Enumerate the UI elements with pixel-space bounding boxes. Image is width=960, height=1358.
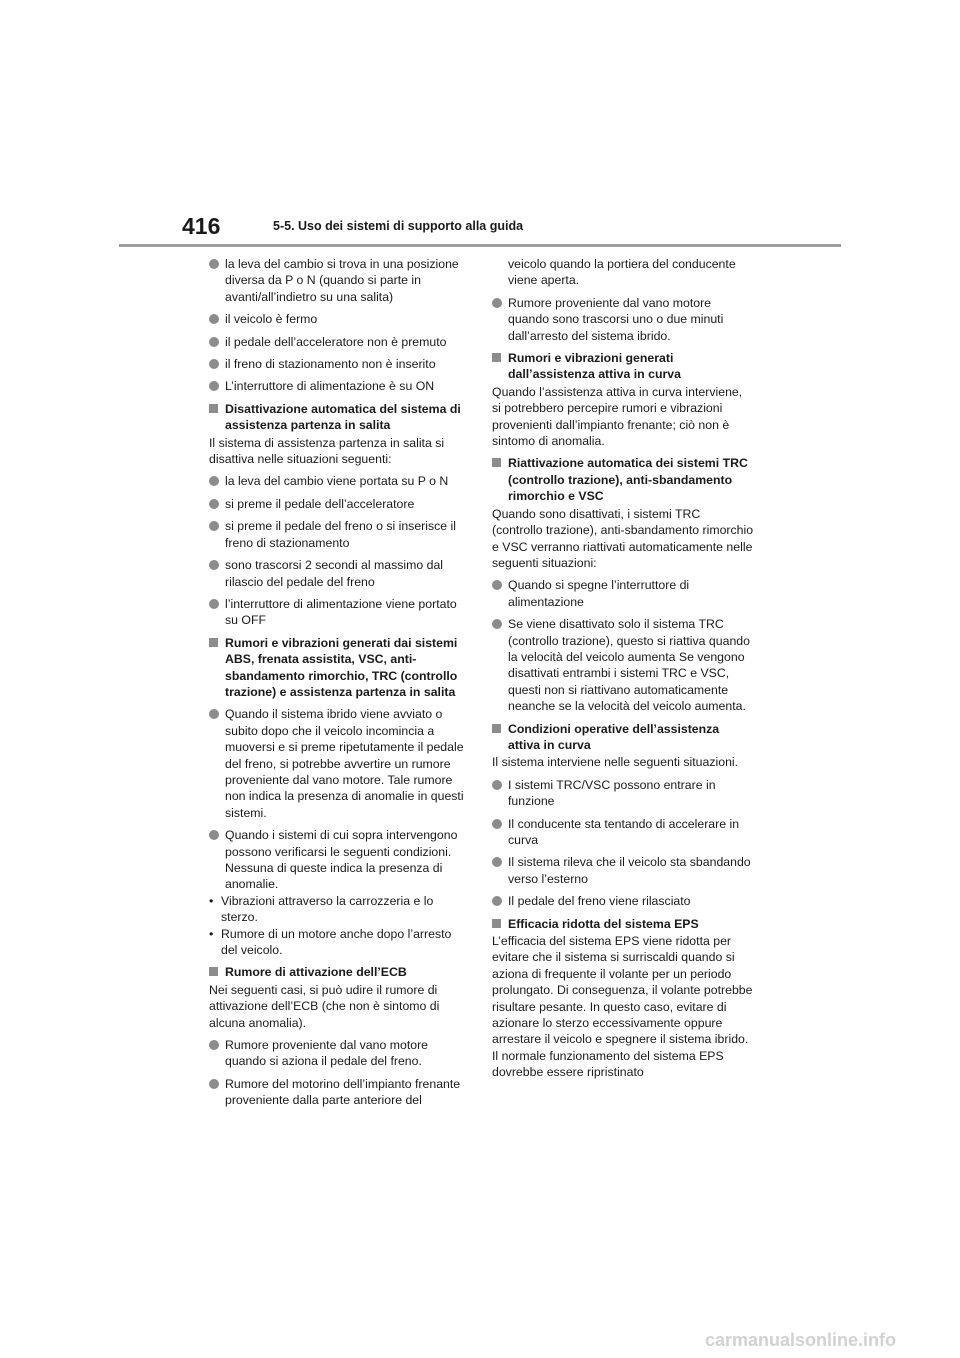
bullet-dot-icon (492, 580, 502, 590)
list-item (209, 256, 466, 305)
list-item (492, 854, 754, 887)
bullet-dot-icon (209, 599, 219, 609)
section-heading-text: Rumori e vibrazioni generati dai sistemi ABS, frenata assistita, VSC, anti-sbandamento rimorchio, TRC (controllo trazione) e assistenza partenza in salita (225, 635, 458, 699)
list-item (209, 1037, 466, 1070)
section-heading-text: Disattivazione automatica del sistema di assistenza partenza in salita (225, 401, 461, 433)
list-item-text: Il sistema rileva che il veicolo sta sbandando verso l’esterno (508, 855, 751, 886)
section-heading-text: Condizioni operative dell’assistenza attiva in curva (508, 721, 720, 752)
bullet-dot-icon (209, 1040, 219, 1050)
bullet-dot-icon (209, 337, 219, 347)
paragraph: Il sistema interviene nelle seguenti situazioni. (492, 755, 739, 770)
square-bullet-icon (492, 458, 501, 467)
list-item-text: Rumore proveniente dal vano motore quando si aziona il pedale del freno. (225, 1038, 429, 1069)
list-item-continued: veicolo quando la portiera del conducente viene aperta. (508, 257, 736, 288)
list-item (209, 1076, 466, 1109)
sub-list-item-text: Vibrazioni attraverso la carrozzeria e lo sterzo. (221, 893, 434, 925)
list-item-text: il freno di stazionamento non è inserito (225, 357, 436, 372)
bullet-dot-icon (492, 619, 502, 629)
list-item-text: si preme il pedale del freno o si inserisce il freno di stazionamento (225, 519, 457, 550)
section-heading (492, 455, 754, 504)
section-heading-text: Efficacia ridotta del sistema EPS (508, 916, 699, 931)
list-item-text: L’interruttore di alimentazione è su ON (225, 379, 435, 394)
list-item (492, 577, 754, 610)
header-rule (119, 244, 841, 247)
bullet-dot-icon (209, 709, 219, 719)
section-heading (209, 635, 466, 701)
list-item-text: I sistemi TRC/VSC possono entrare in funzione (508, 777, 716, 809)
list-item (492, 616, 754, 714)
section-heading-text: Rumori e vibrazioni generati dall’assistenza attiva in curva (508, 351, 681, 382)
square-bullet-icon (209, 638, 218, 647)
left-column (209, 256, 466, 1115)
bullet-dot-icon (492, 298, 502, 308)
bullet-dot-icon (209, 560, 219, 570)
square-bullet-icon (209, 967, 218, 976)
square-bullet-icon (209, 404, 218, 413)
section-title: 5-5. Uso dei sistemi di supporto alla guida (273, 219, 524, 233)
square-bullet-icon (492, 919, 501, 928)
list-item-text: il veicolo è fermo (225, 312, 318, 327)
list-item (492, 816, 754, 849)
list-item-text: la leva del cambio viene portata su P o N (225, 474, 449, 489)
bullet-dot-icon (209, 259, 219, 269)
sub-bullet-icon: • (209, 893, 214, 908)
list-item-text: Quando si spegne l’interruttore di alimentazione (508, 578, 690, 609)
bullet-dot-icon (209, 499, 219, 509)
list-item-text: il pedale dell’acceleratore non è premuto (225, 334, 447, 349)
list-item (209, 557, 466, 590)
square-bullet-icon (492, 353, 501, 362)
watermark: carmanualsonline.info (705, 1330, 897, 1350)
list-item-text: sono trascorsi 2 secondi al massimo dal rilascio del pedale del freno (225, 558, 444, 589)
square-bullet-icon (492, 724, 501, 733)
list-item (209, 518, 466, 551)
list-item (209, 311, 466, 327)
bullet-dot-icon (492, 780, 502, 790)
list-item (209, 706, 466, 821)
section-heading-text: Riattivazione automatica dei sistemi TRC (controllo trazione), anti-sbandamento rimorchio e VSC (508, 456, 748, 504)
list-item (492, 893, 754, 909)
paragraph: L’efficacia del sistema EPS viene ridotta per evitare che il sistema si surriscaldi quando si aziona di frequente il volante per un periodo prolungato. Di conseguenza, il volante potrebbe risultare pesante. In questo caso, evitare di azionare lo sterzo eccessivamente oppure arrestare il veicolo e spegnere il sistema ibrido. Il normale funzionamento del sistema EPS dovrebbe essere ripristinato (492, 934, 753, 1080)
list-item (209, 356, 466, 372)
bullet-dot-icon (209, 359, 219, 369)
list-item (492, 777, 754, 810)
page-number: 416 (182, 213, 221, 239)
bullet-dot-icon (209, 381, 219, 391)
list-item (209, 496, 466, 512)
sub-list-item (209, 893, 466, 926)
list-item (209, 378, 466, 394)
bullet-dot-icon (492, 857, 502, 867)
bullet-dot-icon (492, 896, 502, 906)
sub-list-item (209, 926, 466, 959)
section-heading (492, 350, 754, 383)
paragraph: Nei seguenti casi, si può udire il rumore di attivazione dell’ECB (che non è sintomo di alcuna anomalia). (209, 982, 440, 1030)
list-item (209, 473, 466, 489)
section-heading (209, 964, 466, 980)
right-column (492, 256, 754, 1087)
bullet-dot-icon (209, 314, 219, 324)
paragraph: Quando sono disattivati, i sistemi TRC (controllo trazione), anti-sbandamento rimorchio e VSC verranno riattivati automaticamente nelle seguenti situazioni: (492, 506, 754, 570)
list-item-text: Il conducente sta tentando di accelerare in curva (508, 816, 740, 847)
list-item (209, 827, 466, 893)
bullet-dot-icon (209, 1079, 219, 1089)
list-item-text: Rumore proveniente dal vano motore quando sono trascorsi uno o due minuti dall’arresto del sistema ibrido. (508, 295, 724, 343)
bullet-dot-icon (209, 521, 219, 531)
bullet-dot-icon (209, 476, 219, 486)
section-heading (209, 401, 466, 434)
section-heading-text: Rumore di attivazione dell’ECB (225, 965, 407, 980)
list-item (209, 334, 466, 350)
list-item-text: Se viene disattivato solo il sistema TRC (controllo trazione), questo si riattiva quando la velocità del veicolo aumenta Se vengono disattivati entrambi i sistemi TRC e VSC, questi non si riattivano automaticamente neanche se la velocità del veicolo aumenta. (508, 617, 750, 714)
section-heading (492, 916, 754, 932)
bullet-dot-icon (492, 819, 502, 829)
list-item (209, 596, 466, 629)
list-item-text: Rumore del motorino dell’impianto frenante proveniente dalla parte anteriore del (225, 1076, 461, 1108)
list-item-text: Il pedale del freno viene rilasciato (508, 894, 691, 909)
list-item-text: si preme il pedale dell’acceleratore (225, 496, 415, 511)
list-item-text: Quando il sistema ibrido viene avviato o subito dopo che il veicolo incomincia a muoversi e si preme ripetutamente il pedale del freno, si potrebbe avvertire un rumore proveniente dal vano motore. Tale rumore non indica la presenza di anomalie in questi sistemi. (225, 707, 464, 820)
section-heading (492, 721, 754, 754)
sub-list-item-text: Rumore di un motore anche dopo l’arresto del veicolo. (221, 926, 452, 958)
paragraph: Il sistema di assistenza partenza in salita si disattiva nelle situazioni seguenti: (209, 435, 445, 467)
paragraph: Quando l’assistenza attiva in curva interviene, si potrebbero percepire rumori e vibrazioni provenienti dall’impianto frenante; ciò non è sintomo di anomalia. (492, 384, 743, 449)
list-item-text: la leva del cambio si trova in una posizione diversa da P o N (quando si parte in avanti/all’indietro su una salita) (225, 257, 459, 304)
bullet-dot-icon (209, 830, 219, 840)
list-item (492, 295, 754, 344)
list-item-text: l’interruttore di alimentazione viene portato su OFF (225, 596, 457, 628)
sub-bullet-icon: • (209, 926, 214, 941)
list-item-text: Quando i sistemi di cui sopra intervengono possono verificarsi le seguenti condizioni. Nessuna di queste indica la presenza di anomalie. (225, 828, 458, 892)
